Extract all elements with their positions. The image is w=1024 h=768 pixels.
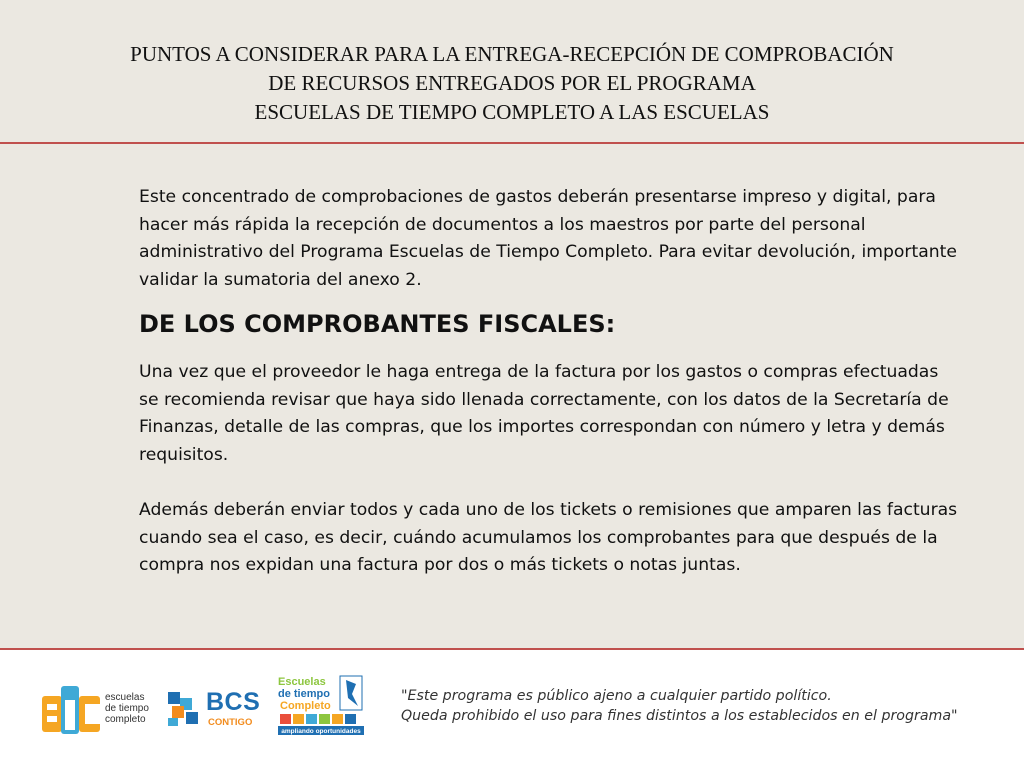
escuelas-tiempo-completo-logo (276, 674, 366, 736)
disclaimer (401, 686, 958, 726)
disclaimer-line-1: "Este programa es público ajeno a cualquier partido político. (401, 688, 832, 704)
escuelas-logo-line2: de tiempo (278, 688, 330, 700)
title-line-1: PUNTOS A CONSIDERAR PARA LA ENTREGA-RECEPCIÓN DE COMPROBACIÓN (130, 42, 894, 66)
title-line-2: DE RECURSOS ENTREGADOS POR EL PROGRAMA (268, 71, 756, 95)
section-heading: DE LOS COMPROBANTES FISCALES: (139, 310, 616, 338)
header-divider (0, 142, 1024, 144)
slide-title (20, 40, 1004, 127)
bcs-logo-tagline: CONTIGO (208, 717, 253, 728)
escuelas-logo-graphic (276, 674, 366, 736)
bcs-contigo-logo (166, 686, 261, 730)
slide-header (0, 0, 1024, 142)
intro-paragraph: Este concentrado de comprobaciones de gastos deberán presentarse impreso y digital, para hacer más rápida la recepción de documentos a los maestros por parte del personal administrativo del Programa Escuelas de Tiempo Completo. Para evitar devolución, importante validar la sumatoria del anexo 2. (139, 187, 957, 290)
escuelas-logo-line4: ampliando oportunidades (281, 728, 361, 735)
disclaimer-line-2: Queda prohibido el uso para fines distintos a los establecidos en el programa" (401, 708, 958, 724)
tickets-paragraph: Además deberán enviar todos y cada uno de los tickets o remisiones que amparen las facturas cuando sea el caso, es decir, cuándo acumulamos los comprobantes para que después de la compra nos expidan una factura por dos o más tickets o notas juntas. (139, 500, 958, 575)
etc-logo-text: escuelas de tiempo completo (105, 692, 149, 725)
bcs-logo-name: BCS (206, 688, 261, 716)
title-line-3: ESCUELAS DE TIEMPO COMPLETO A LAS ESCUELAS (254, 100, 770, 124)
escuelas-logo-line3: Completo (280, 700, 331, 712)
bcs-mark-icon (166, 690, 204, 728)
slide-body (139, 184, 959, 580)
etc-logo (42, 686, 152, 734)
escuelas-logo-line1: Escuelas (278, 676, 326, 688)
etc-mark-icon (42, 686, 100, 734)
fiscal-paragraph: Una vez que el proveedor le haga entrega de la factura por los gastos o compras efectuadas se recomienda revisar que haya sido llenada correctamente, con los datos de la Secretaría de Finanzas, detalle de las compras, que los importes correspondan con número y letra y demás requisitos. (139, 362, 949, 465)
